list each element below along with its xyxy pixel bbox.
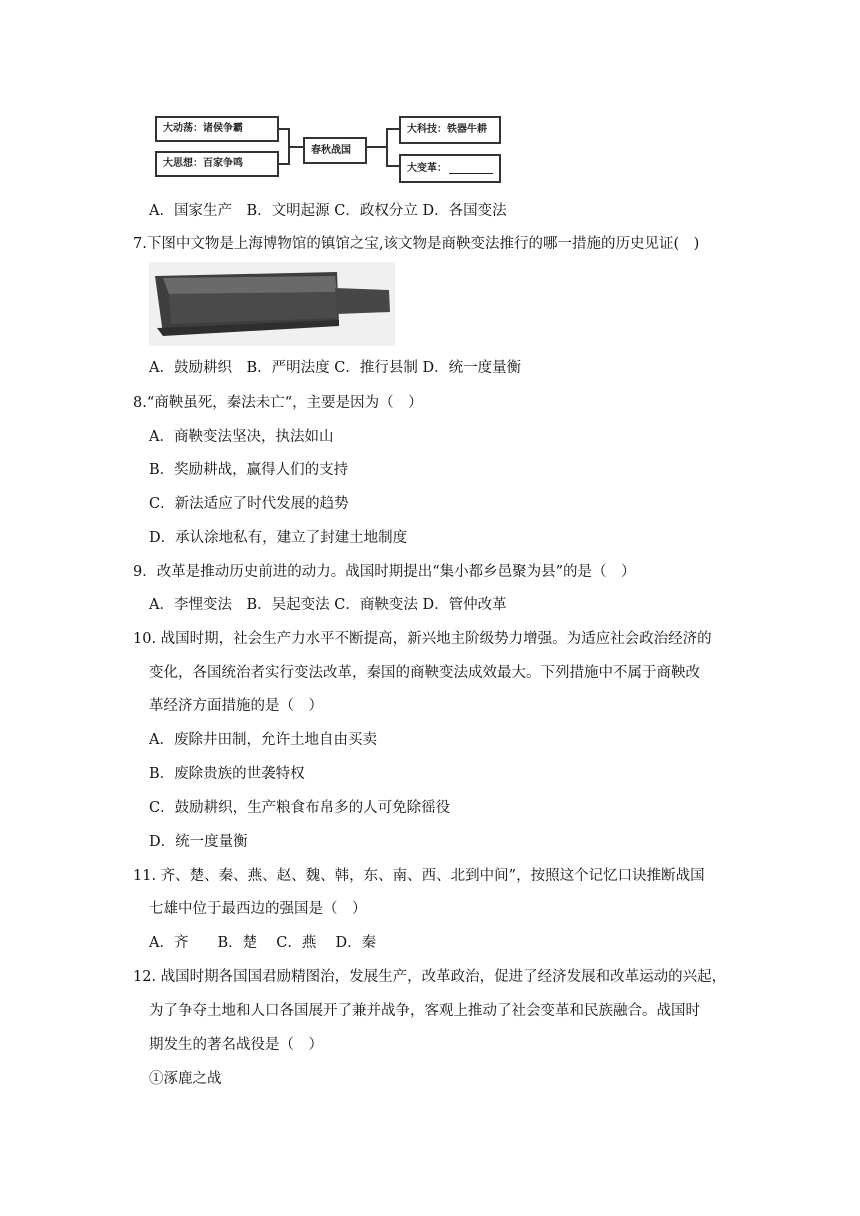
q8-option-a: A．商鞅变法坚决，执法如山 bbox=[149, 429, 334, 445]
bronze-measure-image bbox=[149, 262, 395, 346]
q10-stem-line3: 革经济方面措施的是（ ） bbox=[149, 698, 323, 714]
diagram-box-right-bottom: 大变革： bbox=[399, 154, 501, 183]
q12-stem-line3: 期发生的著名战役是（ ） bbox=[149, 1037, 323, 1053]
q9-options: A．李悝变法 B．吴起变法 C．商鞅变法 D．管仲改革 bbox=[149, 597, 507, 613]
q12-stem-line2: 为了争夺土地和人口各国展开了兼并战争，客观上推动了社会变革和民族融合。战国时 bbox=[149, 1003, 700, 1019]
q9-stem: 9．改革是推动历史前进的动力。战国时期提出“集小都乡邑聚为县”的是（ ） bbox=[133, 564, 636, 580]
q10-option-a: A．废除井田制，允许土地自由买卖 bbox=[149, 732, 377, 748]
q10-stem-line1: 10. 战国时期，社会生产力水平不断提高，新兴地主阶级势力增强。为适应社会政治经济的 bbox=[133, 631, 712, 647]
diagram-box-right-top: 大科技：铁器牛耕 bbox=[399, 116, 501, 144]
q8-stem: 8.“商鞅虽死，秦法未亡“，主要是因为（ ） bbox=[133, 395, 423, 411]
q10-option-d: D．统一度量衡 bbox=[149, 834, 248, 850]
q10-option-b: B．废除贵族的世袭特权 bbox=[149, 766, 305, 782]
q12-stem-line1: 12. 战国时期各国国君励精图治，发展生产，改革政治，促进了经济发展和改革运动的兴起， bbox=[133, 969, 727, 985]
q10-option-c: C．鼓励耕织，生产粮食布帛多的人可免除徭役 bbox=[149, 800, 451, 816]
q10-stem-line2: 变化，各国统治者实行变法改革，秦国的商鞅变法成效最大。下列措施中不属于商鞅改 bbox=[149, 665, 700, 681]
q8-option-b: B．奖励耕战，赢得人们的支持 bbox=[149, 462, 349, 478]
q8-option-c: C．新法适应了时代发展的趋势 bbox=[149, 496, 349, 512]
q7-stem: 7.下图中文物是上海博物馆的镇馆之宝,该文物是商鞅变法推行的哪一措施的历史见证( ) bbox=[133, 236, 700, 252]
q12-item-1: ①涿鹿之战 bbox=[149, 1071, 222, 1087]
connector bbox=[386, 128, 400, 130]
diagram-box-left-top: 大动荡：诸侯争霸 bbox=[155, 116, 279, 142]
q8-option-d: D．承认涂地私有，建立了封建土地制度 bbox=[149, 530, 408, 546]
q11-options: A．齐 B．楚 C．燕 D．秦 bbox=[149, 935, 377, 951]
answer-blank bbox=[449, 163, 493, 174]
connector bbox=[367, 146, 387, 148]
q11-stem-line2: 七雄中位于最西边的强国是（ ） bbox=[149, 901, 367, 917]
diagram-box-left-bottom: 大思想：百家争鸣 bbox=[155, 151, 279, 177]
diagram-box-center: 春秋战国 bbox=[303, 137, 367, 164]
connector bbox=[288, 146, 304, 148]
connector bbox=[386, 165, 400, 167]
q11-stem-line1: 11. 齐、楚、秦、燕、赵、魏、韩，东、南、西、北到中间”，按照这个记忆口诀推断战国 bbox=[133, 868, 705, 884]
connector bbox=[386, 128, 388, 167]
q6-options: A．国家生产 B．文明起源 C．政权分立 D．各国变法 bbox=[149, 203, 507, 219]
q7-options: A．鼓励耕织 B．严明法度 C．推行县制 D．统一度量衡 bbox=[149, 360, 522, 376]
